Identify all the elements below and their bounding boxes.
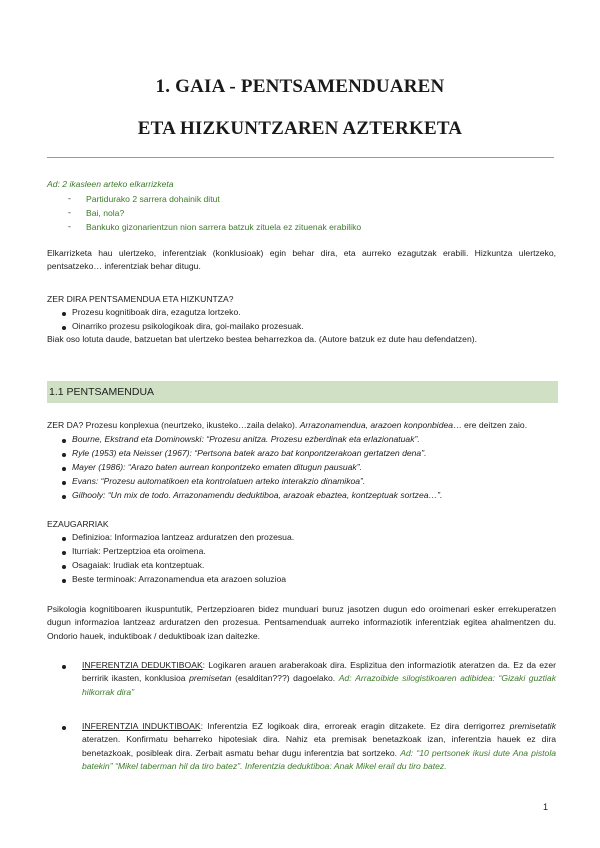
quote-item: Ryle (1953) eta Neisser (1967): “Pertsona batek arazo bat konpontzerakoan gertatzen dena”. bbox=[72, 448, 427, 458]
dash-marker: - bbox=[68, 193, 71, 203]
zer-da-italic: Arrazonamendua, arazoen konponbidea bbox=[299, 420, 454, 430]
bullet-dot bbox=[62, 726, 66, 730]
ezaugarriak-item: Osagaiak: Irudiak eta kontzeptuak. bbox=[72, 560, 205, 570]
induktiboak-term: INFERENTZIA INDUKTIBOAK bbox=[82, 721, 201, 731]
psikologia-paragraph: Psikologia kognitiboaren ikuspuntutik, Pertzepzioaren bidez munduari buruz jasotzen dugun edo oroimenari esker errekuperatzen dugun informazioa lantzeaz arduratzen den prozesua. Pentsamenduak aurreko informaziotik inferentziak egitea ahalmentzen du. Ondorio hauek, induktiboak / deduktiboak izan daitezke. bbox=[47, 604, 556, 641]
ezaugarriak-item: Definizioa: Informazioa lantzeaz arduratzen den prozesua. bbox=[72, 532, 295, 542]
zer-da-line bbox=[47, 419, 556, 432]
bullet-dot bbox=[62, 326, 66, 330]
ezaugarriak-item: Beste terminoak: Arrazonamendua eta arazoen soluzioa bbox=[72, 574, 287, 584]
title-line-2: ETA HIZKUNTZAREN AZTERKETA bbox=[137, 118, 463, 139]
bullet-dot bbox=[62, 453, 66, 457]
dash-marker: - bbox=[68, 221, 71, 231]
deduktiboak-ad-text: Arrazoibide silogistikoaren adibidea: “Gizaki guztiak hilkorrak dira” bbox=[82, 673, 557, 697]
intro-paragraph: Elkarrizketa hau ulertzeko, inferentziak (konklusioak) egin behar dira, eta aurreko ezagutzak erabili. Hizkuntza ulertzeko, pentsatzeko… inferentziak behar ditugu. bbox=[47, 248, 556, 272]
question-closing: Biak oso lotuta daude, batzuetan bat ulertzeko bestea beharrezkoa da. (Autore batzuk ez dute hau defendatzen). bbox=[47, 334, 477, 344]
induktiboak-ad-text: “10 pertsonek ikusi dute Ana pistola batekin” “Mikel taberman hil da tiro batez”. Inferentzia deduktiboa: Anak Mikel erail du tiro batez. bbox=[82, 747, 557, 771]
quote-item: Gilhooly: “Un mix de todo. Arrazonamendu deduktiboa, arazoak ebaztea, kontzeptuak sortzea…”. bbox=[72, 490, 443, 500]
section-header-band bbox=[47, 381, 558, 403]
induktiboak-ad-label: Ad: bbox=[400, 747, 414, 758]
question-heading: ZER DIRA PENTSAMENDUA ETA HIZKUNTZA? bbox=[47, 294, 234, 304]
title-divider bbox=[47, 157, 554, 158]
ad-item: Partidurako 2 sarrera dohainik ditut bbox=[86, 194, 220, 204]
ad-item: Bankuko gizonarientzun nion sarrera batzuk zituela ez zituenak erabiliko bbox=[86, 222, 362, 232]
bullet-dot bbox=[62, 495, 66, 499]
bullet-dot bbox=[62, 312, 66, 316]
ezaugarriak-item: Iturriak: Pertzeptzioa eta oroimena. bbox=[72, 546, 206, 556]
ad-item: Bai, nola? bbox=[86, 208, 125, 218]
deduktiboak-text-1: : Logikaren arauen araberakoak dira. Esplizitua den informaziotik ateratzen da. Ez da ezer berririk ikasten, konklusioa bbox=[82, 660, 556, 684]
induktiboak-item bbox=[82, 720, 556, 773]
deduktiboak-ad-label: Ad: bbox=[338, 673, 352, 684]
bullet-dot bbox=[62, 665, 66, 669]
induktiboak-text-2: ateratzen. Konfirmatu beharreko hipotesiak dira. Nahiz eta premisak benetazkoak izan, inferentzia hauek ez dira benetazkoak, posibleak dira. Zerbait asmatu behar dugu inferentzia bat sortzeko. bbox=[82, 734, 556, 758]
deduktiboak-term: INFERENTZIA DEDUKTIBOAK bbox=[82, 660, 203, 670]
title-line-1: 1. GAIA - PENTSAMENDUAREN bbox=[155, 76, 445, 97]
quote-item: Evans: “Prozesu automatikoen eta kontrolatuen arteko interakzio dinamikoa”. bbox=[72, 476, 366, 486]
bullet-dot bbox=[62, 551, 66, 555]
bullet-dot bbox=[62, 439, 66, 443]
dash-marker: - bbox=[68, 207, 71, 217]
question-item: Prozesu kognitiboak dira, ezagutza lortzeko. bbox=[72, 307, 241, 317]
deduktiboak-item bbox=[82, 659, 556, 699]
page-number: 1 bbox=[542, 802, 548, 812]
bullet-dot bbox=[62, 579, 66, 583]
zer-da-prefix: ZER DA? Prozesu konplexua (neurtzeko, ikusteko…zaila delako). bbox=[47, 420, 298, 430]
deduktiboak-premisetan: premisetan bbox=[189, 673, 232, 684]
quote-item: Bourne, Ekstrand eta Dominowski: “Prozesu anitza. Prozesu ezberdinak eta erlazionatuak”. bbox=[72, 434, 420, 444]
bullet-dot bbox=[62, 537, 66, 541]
bullet-dot bbox=[62, 467, 66, 471]
ezaugarriak-heading: EZAUGARRIAK bbox=[47, 519, 109, 529]
bullet-dot bbox=[62, 565, 66, 569]
zer-da-suffix: … ere deitzen zaio. bbox=[453, 420, 528, 430]
induktiboak-premisetatik: premisetatik bbox=[509, 721, 556, 731]
ad-heading: Ad: 2 ikasleen arteko elkarrizketa bbox=[47, 179, 174, 189]
induktiboak-text-1: : Inferentzia EZ logikoak dira, erroreak eragin ditzakete. Ez dira derrigorrez bbox=[200, 721, 506, 731]
question-item: Oinarriko prozesu psikologikoak dira, goi-mailako prozesuak. bbox=[72, 321, 304, 331]
bullet-dot bbox=[62, 481, 66, 485]
section-title: 1.1 PENTSAMENDUA bbox=[49, 386, 155, 398]
deduktiboak-text-2: (esalditan???) dagoelako. bbox=[235, 673, 336, 684]
quote-item: Mayer (1986): “Arazo baten aurrean konpontzeko ematen ditugun pausuak”. bbox=[72, 462, 362, 472]
